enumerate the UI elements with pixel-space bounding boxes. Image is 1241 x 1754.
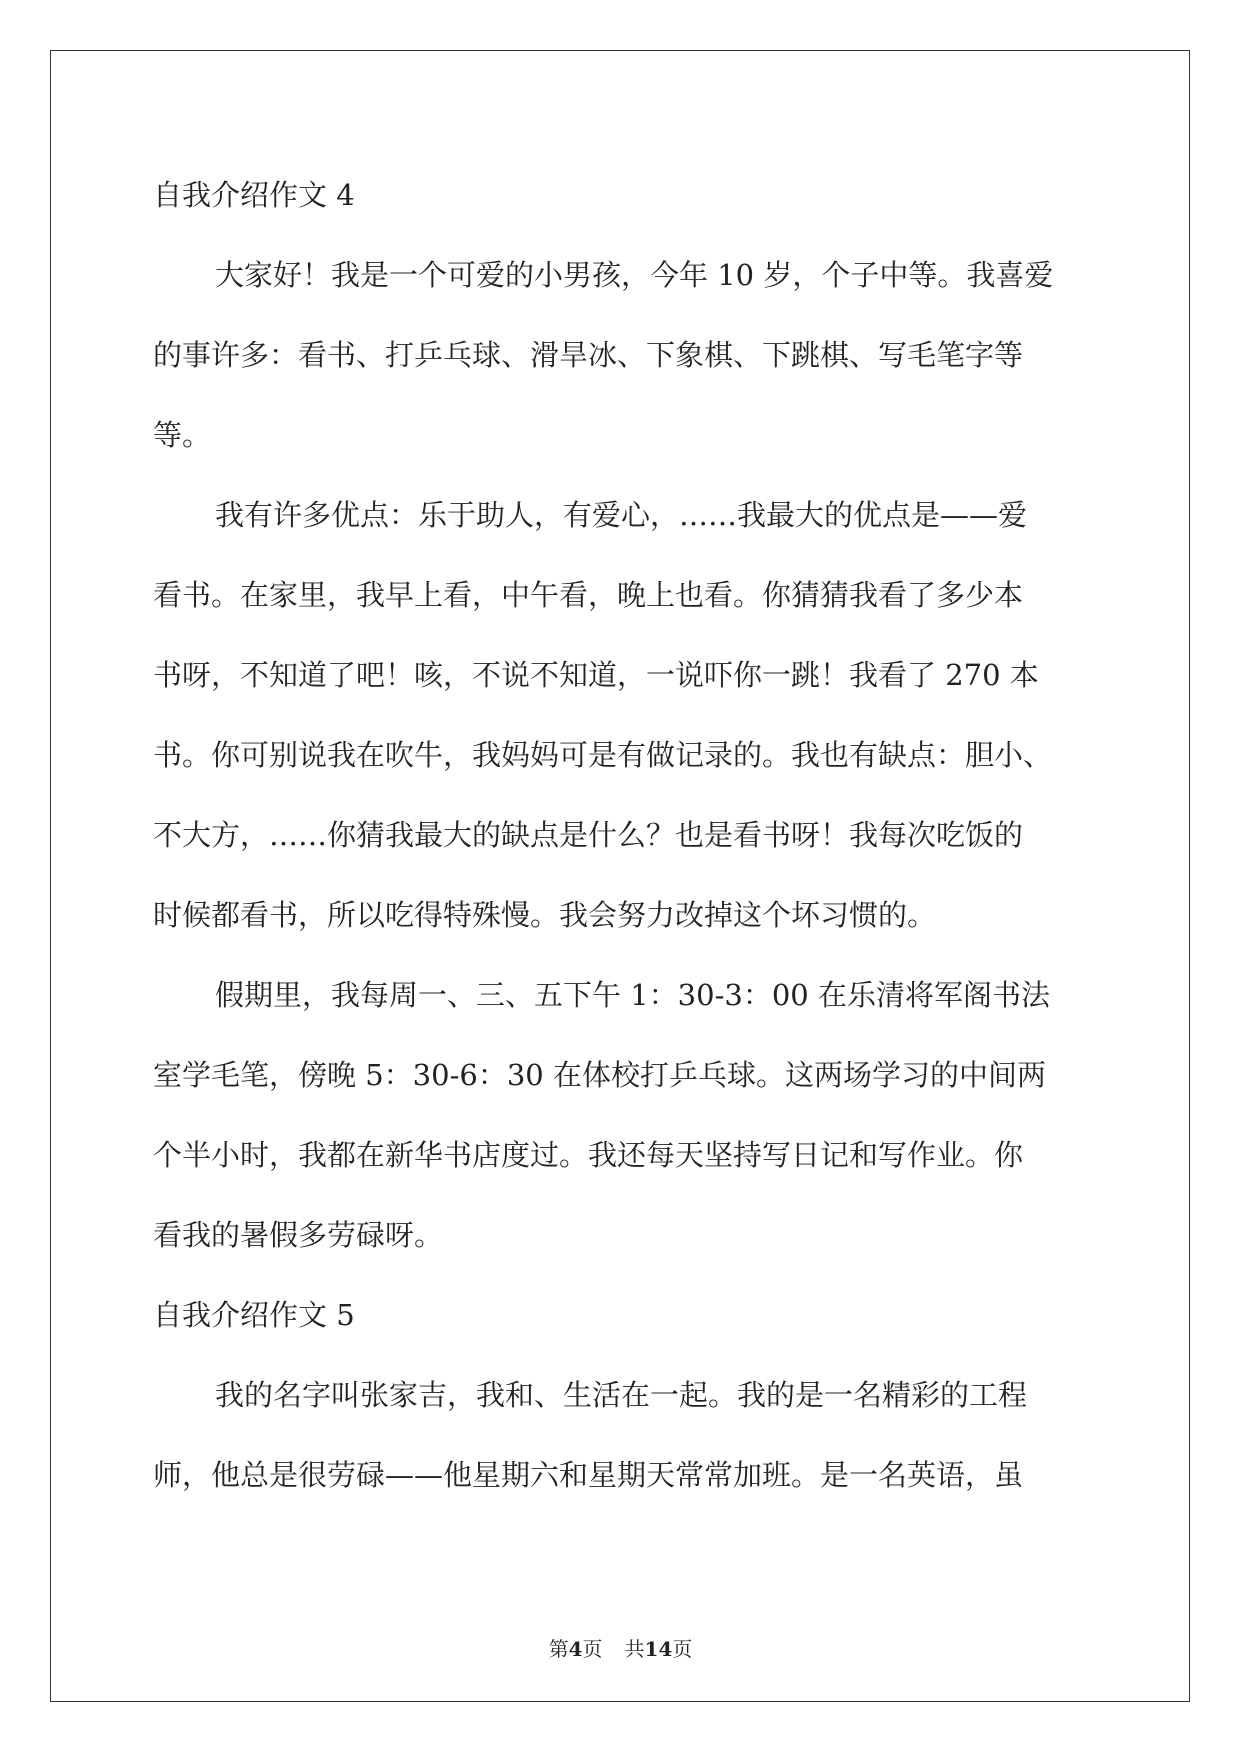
paragraph-line: 书呀，不知道了吧！咳，不说不知道，一说吓你一跳！我看了 270 本 bbox=[153, 658, 1039, 692]
paragraph-line: 看书。在家里，我早上看，中午看，晚上也看。你猜猜我看了多少本 bbox=[153, 578, 1024, 612]
total-page-count: 14 bbox=[644, 1637, 673, 1661]
paragraph-line: 室学毛笔，傍晚 5：30-6：30 在体校打乒乓球。这两场学习的中间两 bbox=[153, 1058, 1046, 1092]
footer-prefix: 第 bbox=[548, 1637, 569, 1661]
page-footer bbox=[0, 1633, 1241, 1662]
section-heading: 自我介绍作文 5 bbox=[153, 1298, 355, 1332]
paragraph-line: 大家好！我是一个可爱的小男孩，今年 10 岁，个子中等。我喜爱 bbox=[215, 258, 1054, 292]
footer-total-prefix: 共 bbox=[624, 1637, 645, 1661]
paragraph-line: 师，他总是很劳碌——他星期六和星期天常常加班。是一名英语，虽 bbox=[153, 1458, 1024, 1492]
paragraph-line: 的事许多：看书、打乒乓球、滑旱冰、下象棋、下跳棋、写毛笔字等 bbox=[153, 338, 1024, 372]
paragraph-line: 我有许多优点：乐于助人，有爱心，……我最大的优点是——爱 bbox=[215, 498, 1028, 532]
paragraph-line: 书。你可别说我在吹牛，我妈妈可是有做记录的。我也有缺点：胆小、 bbox=[153, 738, 1053, 772]
paragraph-line: 我的名字叫张家吉，我和、生活在一起。我的是一名精彩的工程 bbox=[215, 1378, 1028, 1412]
footer-page-suffix: 页 bbox=[582, 1637, 603, 1661]
section-heading: 自我介绍作文 4 bbox=[153, 178, 355, 212]
paragraph-line: 看我的暑假多劳碌呀。 bbox=[153, 1218, 444, 1252]
paragraph-line: 假期里，我每周一、三、五下午 1：30-3：00 在乐清将军阁书法 bbox=[215, 978, 1050, 1012]
paragraph-line: 不大方，……你猜我最大的缺点是什么？也是看书呀！我每次吃饭的 bbox=[153, 818, 1024, 852]
paragraph-line: 时候都看书，所以吃得特殊慢。我会努力改掉这个坏习惯的。 bbox=[153, 898, 937, 932]
paragraph-line: 个半小时，我都在新华书店度过。我还每天坚持写日记和写作业。你 bbox=[153, 1138, 1024, 1172]
footer-total-suffix: 页 bbox=[672, 1637, 693, 1661]
current-page-number: 4 bbox=[568, 1637, 583, 1661]
paragraph-line: 等。 bbox=[153, 418, 212, 452]
